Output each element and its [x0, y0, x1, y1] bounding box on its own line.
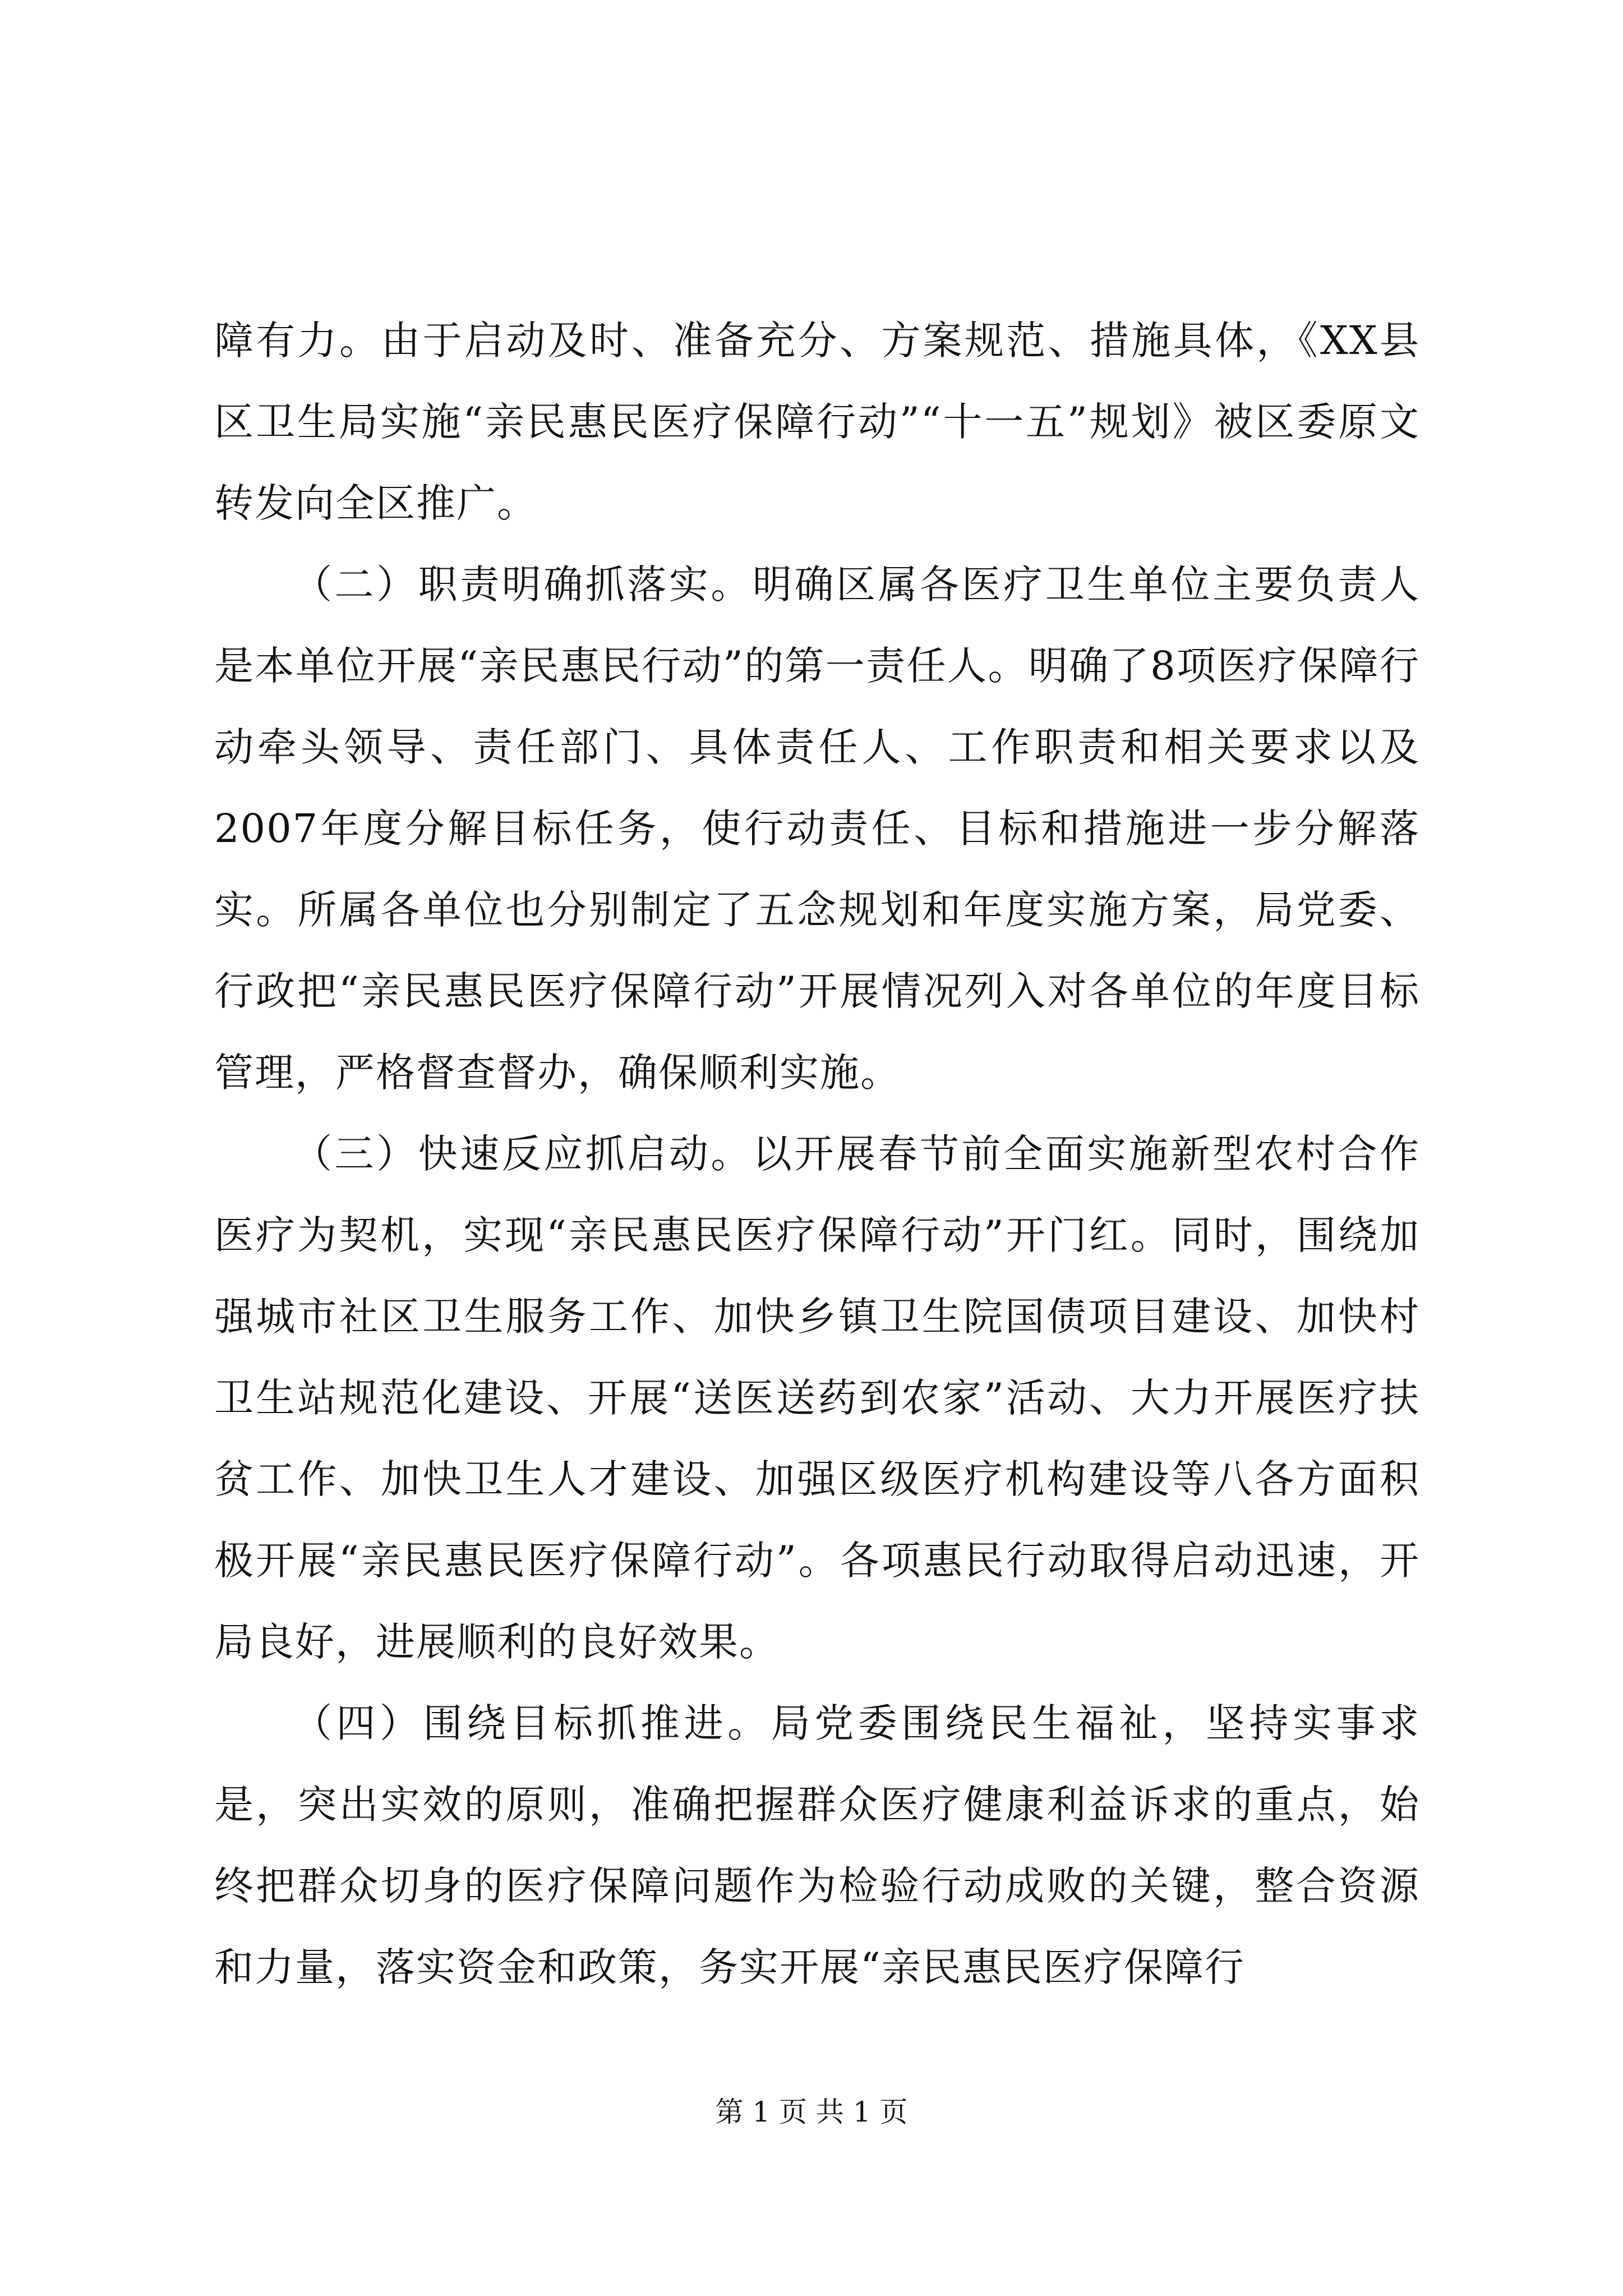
document-body	[214, 300, 1420, 2008]
page-footer	[0, 2092, 1623, 2132]
page-number-label: 第 1 页 共 1 页	[715, 2096, 908, 2128]
paragraph-section-2: （二）职责明确抓落实。明确区属各医疗卫生单位主要负责人是本单位开展“亲民惠民行动”的第一责任人。明确了8项医疗保障行动牵头领导、责任部门、具体责任人、工作职责和相关要求以及2007年度分解目标任务，使行动责任、目标和措施进一步分解落实。所属各单位也分别制定了五念规划和年度实施方案，局党委、行政把“亲民惠民医疗保障行动”开展情况列入对各单位的年度目标管理，严格督查督办，确保顺利实施。	[214, 562, 1420, 1096]
paragraph-section-3: （三）快速反应抓启动。以开展春节前全面实施新型农村合作医疗为契机，实现“亲民惠民医疗保障行动”开门红。同时，围绕加强城市社区卫生服务工作、加快乡镇卫生院国债项目建设、加快村卫生站规范化建设、开展“送医送药到农家”活动、大力开展医疗扶贫工作、加快卫生人才建设、加强区级医疗机构建设等八各方面积极开展“亲民惠民医疗保障行动”。各项惠民行动取得启动迅速，开局良好，进展顺利的良好效果。	[214, 1131, 1420, 1665]
paragraph-section-4: （四）围绕目标抓推进。局党委围绕民生福祉，坚持实事求是，突出实效的原则，准确把握群众医疗健康利益诉求的重点，始终把群众切身的医疗保障问题作为检验行动成败的关键，整合资源和力量，落实资金和政策，务实开展“亲民惠民医疗保障行	[214, 1700, 1420, 1990]
paragraph-continuation: 障有力。由于启动及时、准备充分、方案规范、措施具体，《XX县区卫生局实施“亲民惠民医疗保障行动”“十一五”规划》被区委原文转发向全区推广。	[214, 318, 1420, 526]
